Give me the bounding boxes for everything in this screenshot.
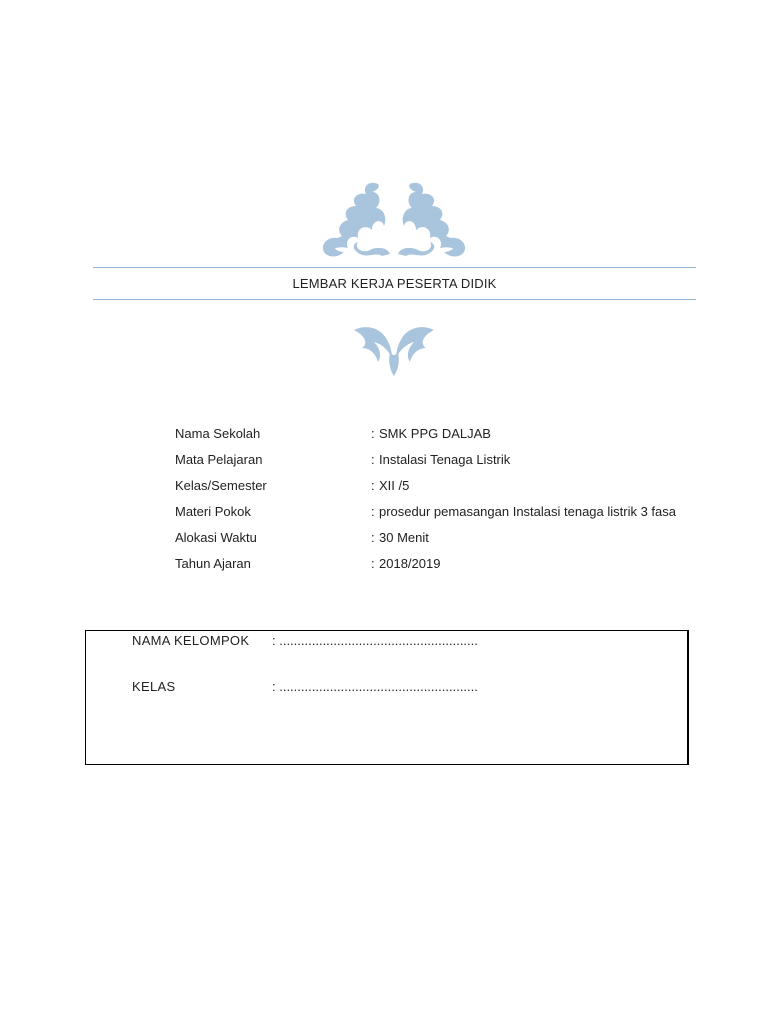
group-class-row (132, 679, 478, 694)
colon: : (371, 530, 375, 545)
info-row-academic-year (175, 556, 695, 572)
info-value: SMK PPG DALJAB (379, 426, 491, 441)
document-info (175, 426, 695, 582)
top-rule (93, 267, 696, 268)
info-label: Materi Pokok (175, 504, 251, 519)
info-value-wrap (371, 452, 695, 468)
group-class-label: KELAS (132, 679, 176, 694)
bottom-rule (93, 299, 696, 300)
info-value-wrap (371, 556, 695, 572)
document-title: LEMBAR KERJA PESERTA DIDIK (292, 276, 497, 291)
info-label: Nama Sekolah (175, 426, 261, 441)
group-name-label: NAMA KELOMPOK (132, 633, 250, 648)
info-value: XII /5 (379, 478, 410, 493)
info-value-wrap (371, 426, 695, 442)
colon: : (371, 426, 375, 441)
group-name-field[interactable]: : ....................................................... (272, 633, 478, 648)
fleur-ornament-icon (352, 322, 436, 378)
info-label: Alokasi Waktu (175, 530, 257, 545)
colon: : (371, 478, 375, 493)
info-row-school (175, 426, 695, 442)
info-value: prosedur pemasangan Instalasi tenaga listrik 3 fasa (379, 504, 677, 519)
group-name-row (132, 633, 478, 648)
info-label: Mata Pelajaran (175, 452, 263, 467)
info-label: Kelas/Semester (175, 478, 267, 493)
colon: : (371, 556, 375, 571)
info-value: 2018/2019 (379, 556, 441, 571)
info-row-subject (175, 452, 695, 468)
info-row-main-material (175, 504, 695, 520)
info-row-class-semester (175, 478, 695, 494)
info-label: Tahun Ajaran (175, 556, 251, 571)
info-row-time-allocation (175, 530, 695, 546)
group-class-field[interactable]: : ....................................................... (272, 679, 478, 694)
info-value-wrap (371, 504, 695, 520)
group-info-box (85, 630, 689, 765)
info-value: Instalasi Tenaga Listrik (379, 452, 511, 467)
info-value-wrap (371, 530, 695, 546)
colon: : (371, 504, 375, 519)
floral-scroll-ornament-icon (318, 178, 470, 258)
info-value-wrap (371, 478, 695, 494)
colon: : (371, 452, 375, 467)
info-value: 30 Menit (379, 530, 429, 545)
